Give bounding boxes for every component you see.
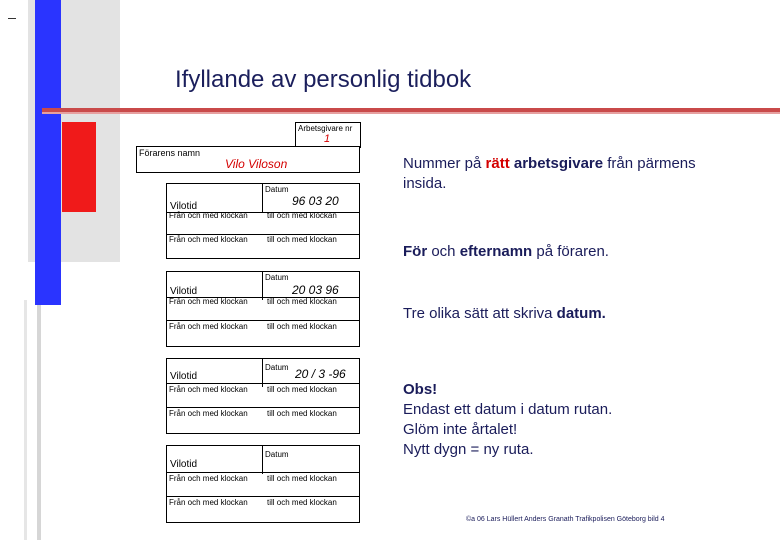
from-label: Från och med klockan	[169, 474, 248, 483]
slide-footer: ©a 06 Lars Hüllert Anders Granath Trafikpolisen Göteborg bild 4	[466, 516, 665, 523]
slide-title: Ifyllande av personlig tidbok	[175, 66, 472, 93]
from-label: Från och med klockan	[169, 385, 248, 394]
rest-section-4	[166, 445, 360, 523]
rest-section-3	[166, 358, 360, 434]
driver-name-box	[136, 146, 360, 173]
driver-value: Vilo Viloson	[225, 157, 288, 171]
to-label: till och med klockan	[267, 474, 337, 483]
date-label: Datum	[265, 363, 289, 372]
employer-box	[295, 122, 361, 148]
to-label: till och med klockan	[267, 498, 337, 507]
from-label: Från och med klockan	[169, 235, 248, 244]
date-value: 20 / 3 -96	[295, 367, 346, 381]
date-label: Datum	[265, 185, 289, 194]
rest-section-1	[166, 183, 360, 259]
rest-label: Vilotid	[170, 459, 198, 470]
to-label: till och med klockan	[267, 322, 337, 331]
decor-red-block	[62, 122, 96, 212]
from-label: Från och med klockan	[169, 322, 248, 331]
to-label: till och med klockan	[267, 211, 337, 220]
employer-label: Arbetsgivare nr	[298, 124, 353, 133]
date-value: 20 03 96	[292, 283, 339, 297]
decor-blue-bar	[35, 0, 61, 305]
from-label: Från och med klockan	[169, 409, 248, 418]
from-label: Från och med klockan	[169, 211, 248, 220]
rest-label: Vilotid	[170, 371, 198, 382]
note-date-formats: Tre olika sätt att skriva datum.	[403, 305, 606, 322]
note-obs: Obs! Endast ett datum i datum rutan. Glöm inte årtalet! Nytt dygn = ny ruta.	[403, 381, 613, 458]
to-label: till och med klockan	[267, 235, 337, 244]
rest-label: Vilotid	[170, 286, 198, 297]
to-label: till och med klockan	[267, 409, 337, 418]
note-employer: Nummer på rätt arbetsgivare från pärmens insida.	[403, 155, 696, 192]
date-label: Datum	[265, 450, 289, 459]
to-label: till och med klockan	[267, 385, 337, 394]
decor-gray-strip-2	[24, 300, 27, 540]
note-driver-name: För och efternamn på föraren.	[403, 243, 609, 260]
date-label: Datum	[265, 273, 289, 282]
date-value: 96 03 20	[292, 194, 339, 208]
employer-value: 1	[324, 133, 331, 145]
driver-label: Förarens namn	[139, 148, 201, 158]
from-label: Från och med klockan	[169, 498, 248, 507]
from-label: Från och med klockan	[169, 297, 248, 306]
to-label: till och med klockan	[267, 297, 337, 306]
title-underline-shadow	[42, 112, 780, 114]
decor-dash	[8, 18, 16, 19]
rest-label: Vilotid	[170, 201, 198, 212]
rest-section-2	[166, 271, 360, 347]
